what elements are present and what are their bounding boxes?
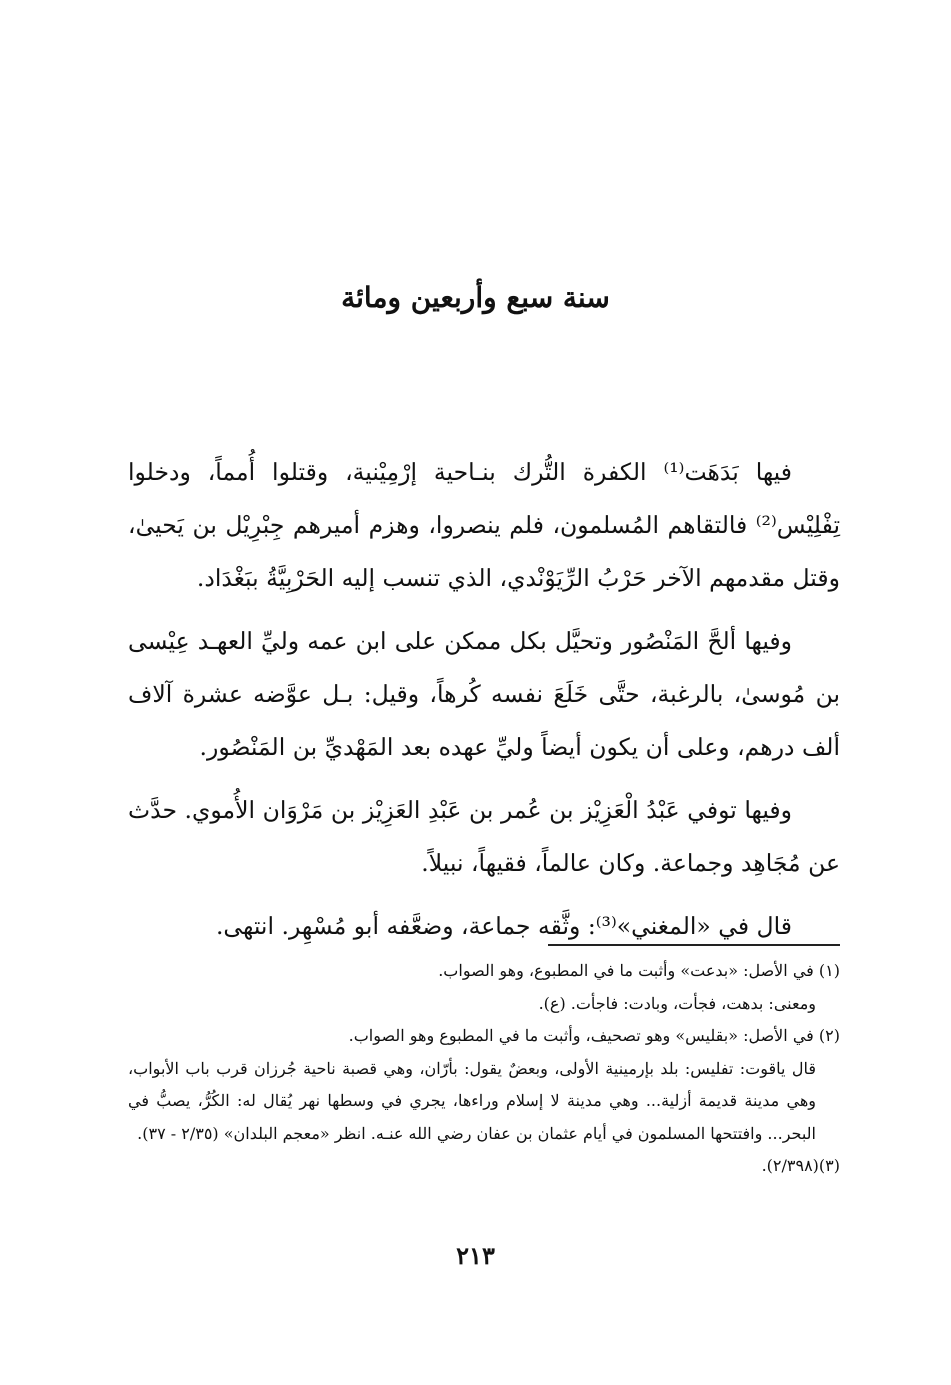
footnote-continuation: قال ياقوت: تفليس: بلد بإرمينية الأولى، وبعضٌ يقول: بأرّان، وهي قصبة ناحية جُرزان قرب باب الأبواب، وهي مدينة قديمة أزلية... وهي مدينة لا إسلام وراءها، يجري في وسطها نهر يُقال له: الكُرُّ، يصبُّ في البحر... وافتتحها المسلمون في أيام عثمان بن عفان رضي الله عنـه. انظر «معجم البلدان» (٢/٣٥ - ٣٧). <box>128 1058 817 1143</box>
paragraph: وفيها ألحَّ المَنْصُور وتحيَّل بكل ممكن على ابن عمه وليِّ العهـد عِيْسى بن مُوسىٰ، بالرغبة، حتَّى خَلَعَ نفسه كُرهاً، وقيل: بـل عوَّضه عشرة آلاف ألف درهم، وعلى أن يكون أيضاً وليِّ عهده بعد المَهْديِّ بن المَنْصُور. <box>128 627 840 761</box>
paragraph: فيها بَدَهَت⁽¹⁾ الكفرة التُّرك بنـاحية إرْمِيْنية، وقتلوا أُمماً، ودخلوا تِفْلِيْس⁽²⁾ فالتقاهم المُسلمون، فلم ينصروا، وهزم أميرهم جِبْرِيْل بن يَحيىٰ، وقتل مقدمهم الآخر حَرْبُ الرِّيَوْنْدي، الذي تنسب إليه الحَرْبِيَّةُ ببَغْدَاد. <box>128 458 840 592</box>
footnote-continuation: ومعنى: بدهت، فجأت، وبادت: فاجأت. (ع). <box>538 993 816 1013</box>
footnote-separator <box>548 944 840 946</box>
footnote: (٣)(٢/٣٩٨). <box>761 1156 840 1175</box>
chapter-title: سنة سبع وأربعين ومائة <box>341 281 610 314</box>
page-number: ٢١٣ <box>456 1241 495 1270</box>
footnotes <box>128 955 840 1183</box>
footnote: (١) في الأصل: «بدعت» وأثبت ما في المطبوع، وهو الصواب. <box>438 961 840 980</box>
footnote: (٢) في الأصل: «بقليس» وهو تصحيف، وأثبت ما في المطبوع وهو الصواب. <box>348 1026 840 1045</box>
paragraph: قال في «المغني»⁽³⁾: وثَّقه جماعة، وضعَّفه أبو مُسْهِر. انتهى. <box>215 912 792 940</box>
main-text <box>128 446 840 963</box>
paragraph: وفيها توفي عَبْدُ الْعَزِيْز بن عُمر بن عَبْدِ العَزِيْز بن مَرْوَان الأُموي. حدَّث عن مُجَاهِد وجماعة. وكان عالماً، فقيهاً، نبيلاً. <box>128 796 840 877</box>
